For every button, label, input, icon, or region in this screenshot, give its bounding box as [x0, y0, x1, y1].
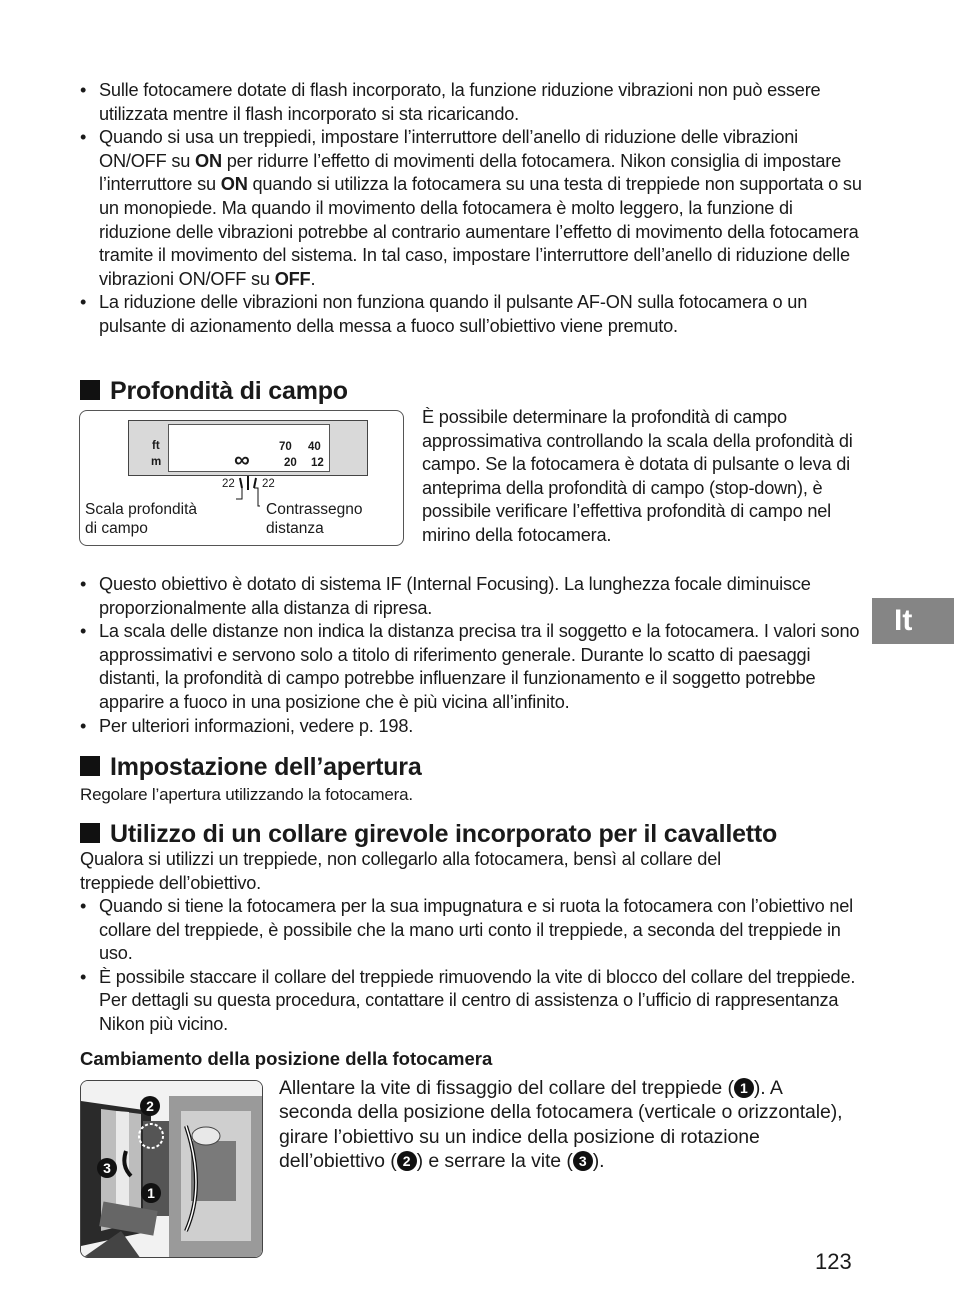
steps-text-2: ). A seconda della posizione della fotocamera (verticale o orizzontale), girare l’obiettivo su un indice della posizione di rotazione dell’obiettivo ( — [279, 1077, 843, 1172]
ft-value-40: 40 — [308, 441, 321, 453]
bullet-hand-tripod: • Quando si tiene la fotocamera per la sua impugnatura e si ruota la fotocamera con l’obiettivo nel collare del treppiede, è possibile che la mano urti conto il treppiede, a seconda del treppiede in uso. — [80, 895, 862, 966]
unit-ft: ft — [152, 440, 160, 452]
page-number: 123 — [815, 1249, 852, 1274]
bullet-tripod-text-2: per ridurre l’effetto di movimenti della fotocamera. Nikon consiglia di impostare l’interruttore su — [99, 150, 842, 195]
heading-aperture — [80, 752, 422, 782]
heading-depth-of-field-text: Profondità di campo — [110, 377, 348, 405]
infinity-symbol: ∞ — [234, 447, 250, 472]
bullet-more-info: • Per ulteriori informazioni, vedere p. 198. — [80, 715, 862, 739]
bullet-if-system: • Questo obiettivo è dotato di sistema IF (Internal Focusing). La lunghezza focale diminuisce proporzionalmente alla distanza di ripresa. — [80, 573, 862, 620]
ft-value-70: 70 — [279, 441, 292, 453]
step-3-icon: 3 — [573, 1151, 593, 1171]
m-value-12: 12 — [311, 457, 324, 469]
bullet-tripod-text-3: quando si utilizza la fotocamera su una testa di treppiede non supportata o su un monopiede. Ma quando il movimento della fotocamera è molto leggero, la funzione di riduzione delle vibrazioni potrebbe al contrario aumentare l’effetto di movimento della fotocamera tramite il movimento del sistema. In tal caso, impostare l’interruttore dell’anello di riduzione delle vibrazioni ON/OFF su — [99, 174, 862, 289]
bullet-tripod-text-4: . — [310, 268, 316, 289]
steps-paragraph — [279, 1076, 859, 1173]
step-1-icon: 1 — [734, 1078, 754, 1098]
callout-3-icon: 3 — [97, 1158, 117, 1178]
subheading-camera-position: Cambiamento della posizione della fotocamera — [80, 1048, 493, 1069]
bullet-tripod — [80, 126, 862, 291]
dof-bullet-list — [80, 573, 862, 738]
heading-square-icon — [80, 756, 100, 776]
dof-paragraph: È possibile determinare la profondità di campo approssimativa controllando la scala della profondità di campo. Se la fotocamera è dotata di pulsante o leva di anteprima della profondità di campo (stop-down), è possibile verificare l’effettiva profondità di campo nel mirino della fotocamera. — [422, 407, 853, 545]
language-tab-it: It — [872, 598, 954, 644]
label-distance-mark-line-2: distanza — [266, 520, 324, 537]
bullet-flash: • Sulle fotocamere dotate di flash incorporato, la funzione riduzione vibrazioni non può essere utilizzata mentre il flash incorporato si sta ricaricando. — [80, 79, 862, 126]
unit-m: m — [151, 456, 162, 468]
dof-scale-right: 22 — [262, 478, 275, 490]
callout-3 — [97, 1158, 117, 1179]
callout-2 — [140, 1096, 160, 1117]
label-distance-mark-line-1: Contrassegno — [266, 501, 363, 518]
collar-bullet-list — [80, 895, 862, 1037]
bullet-tripod-on-2: ON — [220, 174, 248, 195]
bullet-distance-scale: • La scala delle distanze non indica la distanza precisa tra il soggetto e la fotocamera. I valori sono approssimativi e servono solo a titolo di riferimento generale. Durante lo scatto di paesaggi distanti, la profondità di campo potrebbe influenzare il funzionamento e il soggetto potrebbe apparire a fuoco in una posizione che è più vicina all’infinito. — [80, 620, 862, 714]
distance-mark-icon — [236, 472, 260, 514]
bullet-tripod-off: OFF — [274, 268, 311, 289]
heading-tripod-collar-text: Utilizzo di un collare girevole incorporato per il cavalletto — [110, 820, 778, 848]
label-dof-scale-line-2: di campo — [85, 520, 148, 537]
bullet-af-on: • La riduzione delle vibrazioni non funziona quando il pulsante AF-ON sulla fotocamera o un pulsante di azionamento della messa a fuoco sull’obiettivo viene premuto. — [80, 291, 862, 338]
callout-1-icon: 1 — [141, 1183, 161, 1203]
step-2-icon: 2 — [397, 1151, 417, 1171]
steps-text-3: ) e serrare la vite ( — [416, 1149, 573, 1172]
aperture-paragraph: Regolare l’apertura utilizzando la fotocamera. — [80, 785, 413, 804]
steps-text-1: Allentare la vite di fissaggio del collare del treppiede ( — [279, 1077, 734, 1099]
heading-square-icon — [80, 380, 100, 400]
bullet-remove-collar: • È possibile staccare il collare del treppiede rimuovendo la vite di blocco del collare del treppiede. Per dettagli su questa procedura, contattare il centro di assistenza o l’ufficio di rappresentanza Nikon più vicino. — [80, 966, 862, 1037]
label-dof-scale-line-1: Scala profondità — [85, 501, 198, 518]
bullet-tripod-text-1: Quando si usa un treppiedi, impostare l’interruttore dell’anello di riduzione delle vibrazioni ON/OFF su — [99, 127, 799, 171]
dof-scale-left: 22 — [222, 478, 235, 490]
heading-square-icon — [80, 823, 100, 843]
steps-text-4: ). — [592, 1149, 605, 1172]
m-value-20: 20 — [284, 457, 297, 469]
callout-2-icon: 2 — [140, 1096, 160, 1116]
label-dof-scale — [85, 500, 197, 538]
callout-1 — [141, 1183, 161, 1204]
bullet-tripod-on-1: ON — [195, 150, 222, 171]
label-distance-mark — [266, 500, 363, 538]
top-bullet-list — [80, 79, 862, 339]
heading-tripod-collar — [80, 819, 777, 849]
heading-depth-of-field — [80, 376, 348, 406]
heading-aperture-text: Impostazione dell’apertura — [110, 753, 422, 781]
collar-paragraph: Qualora si utilizzi un treppiede, non collegarlo alla fotocamera, bensì al collare del treppiede dell’obiettivo. — [80, 849, 721, 893]
